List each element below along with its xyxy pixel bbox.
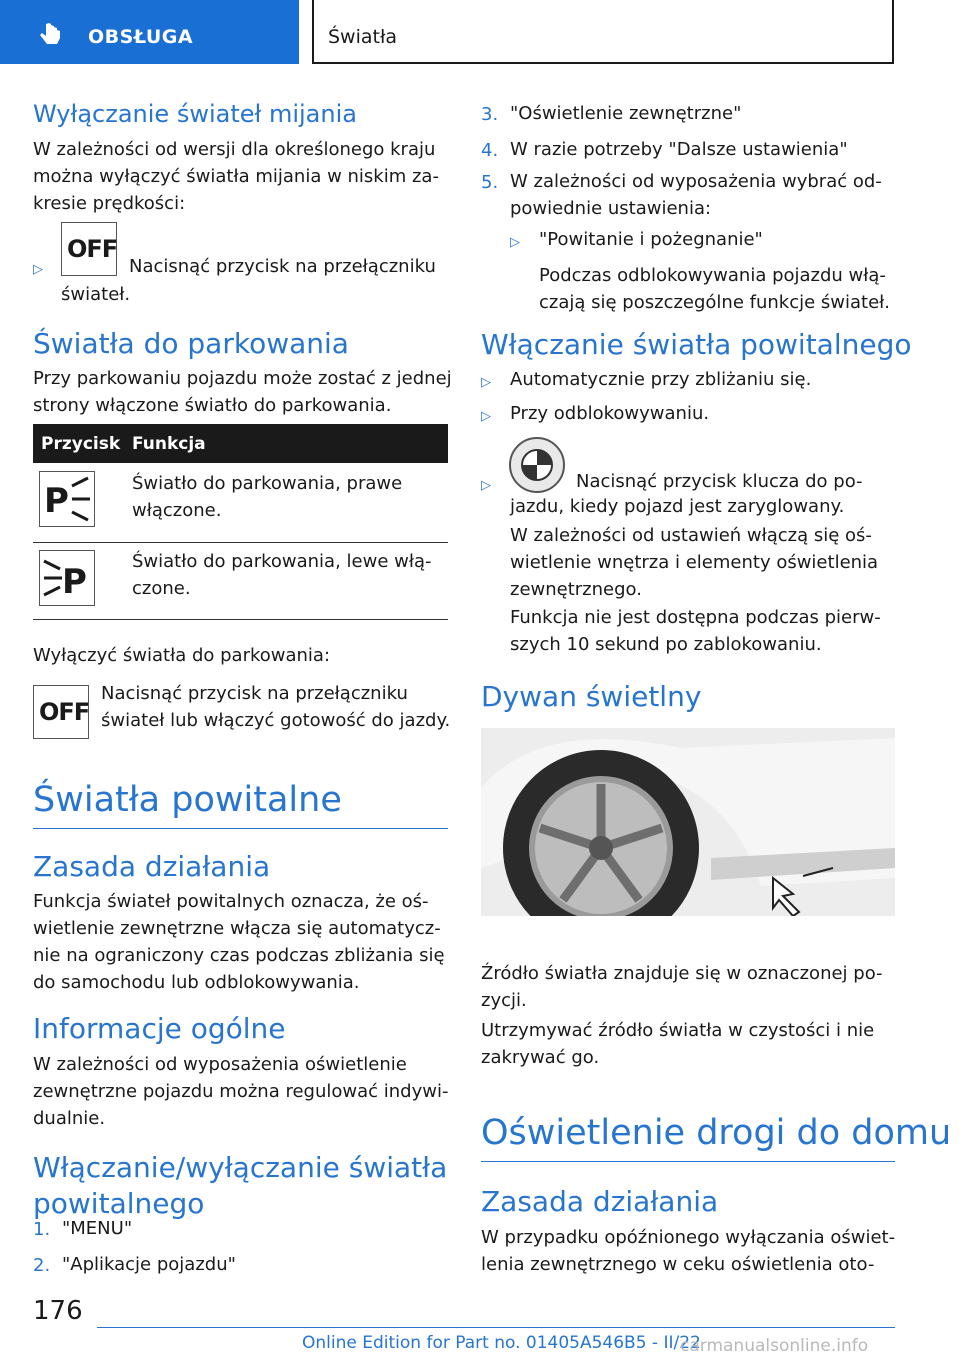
off-button-icon: OFF [33, 685, 89, 739]
table-divider [33, 542, 448, 543]
heading-underline [33, 828, 448, 829]
column-header-funkcja: Funkcja [132, 434, 206, 454]
table-header [33, 424, 448, 463]
heading-informacje: Informacje ogólne [33, 1012, 286, 1045]
heading-powitalne: Światła powitalne [33, 780, 342, 820]
step-number: 4. [481, 140, 499, 161]
step-number: 1. [33, 1219, 51, 1240]
watermark: carmanualsonline.info [680, 1336, 869, 1356]
paragraph-utrzymywac: Utrzymywać źródło światła w czystości i nie zakrywać go. [481, 1020, 875, 1068]
paragraph-parkowania: Przy parkowaniu pojazdu może zostać z jednej strony włączone światło do parkowania. [33, 368, 452, 416]
table-divider [33, 619, 448, 620]
paragraph-informacje: W zależności od wyposażenia oświetlenie zewnętrzne pojazdu można regulować indywi- dualnie. [33, 1054, 449, 1129]
pointing-hand-icon [36, 22, 64, 52]
bullet-marker-icon: ▷ [481, 375, 491, 390]
footer-edition: Online Edition for Part no. 01405A546B5 - II/22 [302, 1333, 701, 1353]
sub-bullet-description: Podczas odblokowywania pojazdu włą- czają się poszczególne funkcje świateł. [539, 265, 890, 313]
heading-wlaczanie-powitalnego: Włączanie światła powitalnego [481, 328, 912, 361]
heading-droga-do-domu: Oświetlenie drogi do domu [481, 1113, 952, 1153]
bullet-off-text-cont: świateł. [61, 284, 131, 305]
column-header-przycisk: Przycisk [41, 434, 121, 454]
paragraph-key-3: Funkcja nie jest dostępna podczas pierw- szych 10 sekund po zablokowaniu. [510, 607, 881, 655]
step-text: "Oświetlenie zewnętrzne" [510, 103, 742, 124]
bullet-text: Automatycznie przy zbliżaniu się. [510, 369, 812, 390]
key-instruction: Nacisnąć przycisk klucza do po- [576, 471, 863, 492]
heading-parkowania: Światła do parkowania [33, 327, 349, 360]
bullet-marker-icon: ▷ [33, 262, 43, 277]
step-number: 5. [481, 172, 499, 193]
table-row-2-text: Światło do parkowania, lewe włą- czone. [132, 551, 432, 599]
footer-rule [97, 1327, 895, 1328]
step-text: "Aplikacje pojazdu" [62, 1254, 236, 1275]
paragraph-off-instruction: Nacisnąć przycisk na przełączniku świateł lub włączyć gotowość do jazdy. [101, 683, 451, 731]
heading-wlaczanie-wylaczanie: Włączanie/wyłączanie światła powitalnego [33, 1151, 448, 1220]
paragraph-mijania: W zależności od wersji dla określonego kraju można wyłączyć światła mijania w niskim za- kresie prędkości: [33, 139, 439, 214]
heading-dywan: Dywan świetlny [481, 680, 702, 713]
page-header [312, 0, 894, 64]
parking-light-right-icon [39, 471, 95, 527]
step-text: "MENU" [62, 1218, 133, 1239]
paragraph-zasada: Funkcja świateł powitalnych oznacza, że oś- wietlenie zewnętrzne włącza się automatycz- nie na ograniczony czas podczas zbliżania się do samochodu lub odblokowywania. [33, 891, 445, 993]
paragraph-key-2: W zależności od ustawień włączą się oś- wietlenie wnętrza i elementy oświetlenia zewnętrznego. [510, 525, 879, 600]
bullet-off-text: Nacisnąć przycisk na przełączniku [129, 256, 436, 277]
parking-light-left-icon [39, 550, 95, 606]
table-row-1-text: Światło do parkowania, prawe włączone. [132, 473, 403, 521]
page-title: Światła [328, 26, 398, 48]
bullet-marker-icon: ▷ [481, 478, 491, 493]
car-wheel-image [481, 728, 895, 916]
paragraph-wylaczyc: Wyłączyć światła do parkowania: [33, 645, 331, 666]
step-text: W zależności od wyposażenia wybrać od- powiednie ustawienia: [510, 171, 882, 219]
heading-zasada-2: Zasada działania [481, 1185, 719, 1218]
svg-text:P: P [44, 481, 69, 521]
key-instruction-cont: jazdu, kiedy pojazd jest zaryglowany. [510, 496, 845, 517]
page-number: 176 [33, 1296, 83, 1326]
step-text: W razie potrzeby "Dalsze ustawienia" [510, 139, 848, 160]
off-button-icon: OFF [61, 222, 117, 276]
svg-text:P: P [62, 562, 87, 602]
section-tab [0, 0, 299, 64]
car-key-icon [508, 436, 566, 494]
heading-zasada: Zasada działania [33, 850, 271, 883]
bullet-text: Przy odblokowywaniu. [510, 403, 710, 424]
bullet-marker-icon: ▷ [510, 235, 520, 250]
section-label: OBSŁUGA [88, 26, 194, 48]
bullet-marker-icon: ▷ [481, 409, 491, 424]
paragraph-zasada-2: W przypadku opóźnionego wyłączania oświet- lenia zewnętrznego w ceku oświetlenia oto- [481, 1227, 896, 1275]
step-number: 2. [33, 1255, 51, 1276]
sub-bullet-text: "Powitanie i pożegnanie" [539, 229, 763, 250]
step-number: 3. [481, 104, 499, 125]
heading-underline [481, 1161, 895, 1162]
paragraph-zrodlo: Źródło światła znajduje się w oznaczonej po- zycji. [481, 963, 883, 1011]
heading-wylaczanie-mijania: Wyłączanie świateł mijania [33, 100, 357, 128]
